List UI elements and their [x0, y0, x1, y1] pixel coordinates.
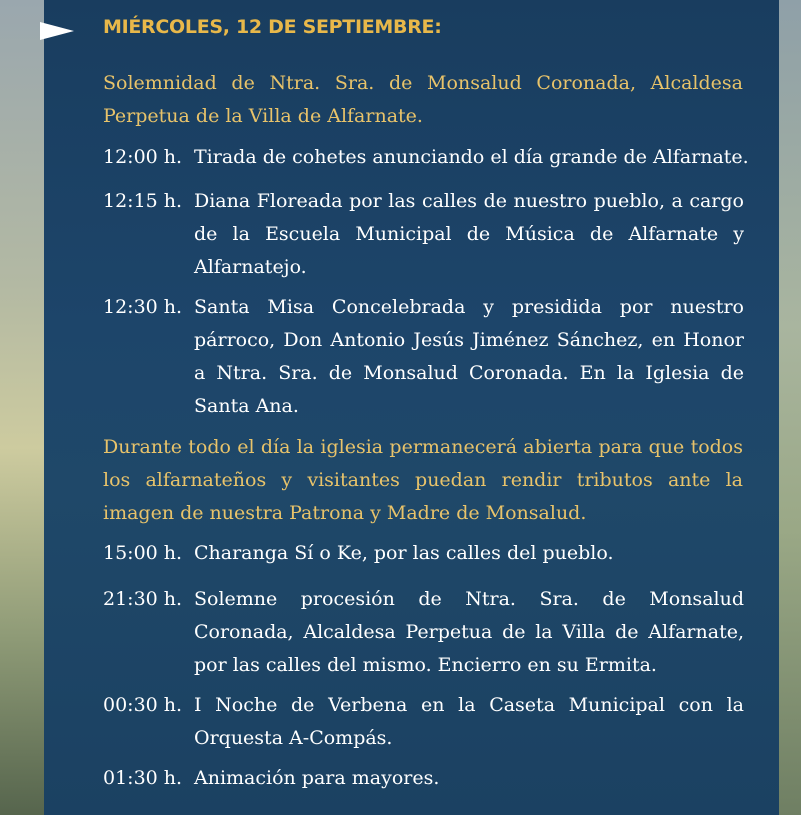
event-item [103, 291, 745, 423]
event-time: 12:15 h. [103, 190, 183, 212]
event-item [103, 537, 745, 570]
event-time: 00:30 h. [103, 694, 183, 716]
arrow-marker-icon [40, 22, 74, 40]
day-title: MIÉRCOLES, 12 DE SEPTIEMBRE: [103, 16, 442, 38]
event-item [103, 583, 745, 682]
event-time: 15:00 h. [103, 542, 183, 564]
event-description: Animación para mayores. [194, 767, 440, 789]
event-item [103, 689, 745, 755]
event-time: 12:00 h. [103, 146, 183, 168]
event-description: Solemne procesión de Ntra. Sra. de Monsalud Coronada, Alcaldesa Perpetua de la Villa de Alfarnate, por las calles del mismo. Encierro en su Ermita. [194, 588, 744, 676]
event-time: 21:30 h. [103, 588, 183, 610]
background-left [0, 0, 44, 815]
event-item [103, 141, 749, 174]
intro-text: Solemnidad de Ntra. Sra. de Monsalud Coronada, Alcaldesa Perpetua de la Villa de Alfarnate. [103, 72, 743, 127]
event-time: 12:30 h. [103, 296, 183, 318]
event-description: Diana Floreada por las calles de nuestro pueblo, a cargo de la Escuela Municipal de Música de Alfarnate y Alfarnatejo. [194, 190, 744, 278]
event-item [103, 185, 745, 284]
event-description: Santa Misa Concelebrada y presidida por nuestro párroco, Don Antonio Jesús Jiménez Sánchez, en Honor a Ntra. Sra. de Monsalud Coronada. En la Iglesia de Santa Ana. [194, 296, 744, 417]
background-right [779, 0, 801, 815]
event-description: Tirada de cohetes anunciando el día grande de Alfarnate. [194, 146, 749, 168]
event-description: I Noche de Verbena en la Caseta Municipal con la Orquesta A-Compás. [194, 694, 744, 749]
event-item [103, 762, 745, 795]
event-description: Charanga Sí o Ke, por las calles del pueblo. [194, 542, 614, 564]
event-time: 01:30 h. [103, 767, 183, 789]
note-text: Durante todo el día la iglesia permanecerá abierta para que todos los alfarnateños y visitantes puedan rendir tributos ante la imagen de nuestra Patrona y Madre de Monsalud. [103, 436, 743, 524]
